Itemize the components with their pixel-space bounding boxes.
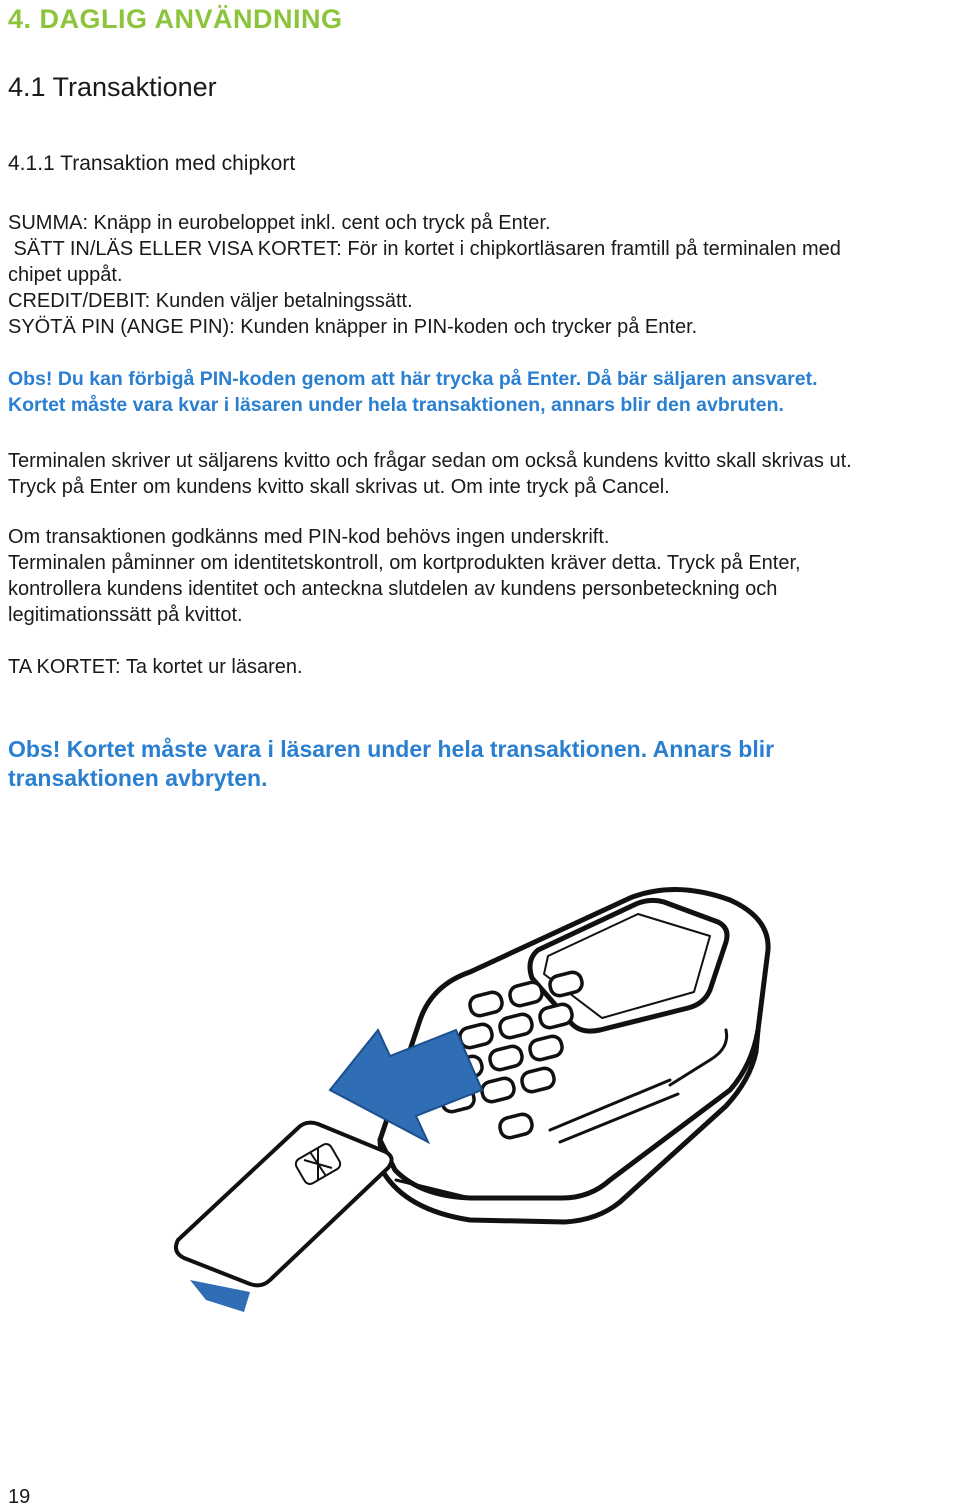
- page-number: 19: [8, 1486, 31, 1508]
- chapter-heading: 4. DAGLIG ANVÄNDNING: [8, 4, 343, 34]
- chip-card: [176, 1123, 392, 1312]
- note-line: Obs! Du kan förbigå PIN-koden genom att här trycka på Enter. Då bär säljaren ansvaret.: [8, 368, 818, 390]
- note-line: Kortet måste vara kvar i läsaren under hela transaktionen, annars blir den avbruten.: [8, 394, 784, 416]
- paragraph-line: Tryck på Enter om kundens kvitto skall skrivas ut. Om inte tryck på Cancel.: [8, 476, 670, 498]
- subsection-heading: 4.1.1 Transaktion med chipkort: [8, 152, 296, 175]
- paragraph-line: Om transaktionen godkänns med PIN-kod behövs ingen underskrift.: [8, 526, 610, 548]
- step-line: CREDIT/DEBIT: Kunden väljer betalningssätt.: [8, 290, 413, 312]
- paragraph-line: Terminalen skriver ut säljarens kvitto och frågar sedan om också kundens kvitto skall skrivas ut.: [8, 450, 852, 472]
- section-heading: 4.1 Transaktioner: [8, 72, 217, 102]
- step-line: SYÖTÄ PIN (ANGE PIN): Kunden knäpper in PIN-koden och trycker på Enter.: [8, 316, 698, 338]
- take-card-instruction: TA KORTET: Ta kortet ur läsaren.: [8, 656, 303, 678]
- paragraph-line: legitimationssätt på kvittot.: [8, 604, 243, 626]
- step-line: chipet uppåt.: [8, 264, 123, 286]
- terminal-illustration: [170, 880, 780, 1332]
- note-line: transaktionen avbryten.: [8, 765, 268, 791]
- step-line: SUMMA: Knäpp in eurobeloppet inkl. cent och tryck på Enter.: [8, 212, 551, 234]
- paragraph-line: kontrollera kundens identitet och anteckna slutdelen av kundens personbeteckning och: [8, 578, 778, 600]
- paragraph-line: Terminalen påminner om identitetskontroll, om kortprodukten kräver detta. Tryck på Enter,: [8, 552, 801, 574]
- note-line: Obs! Kortet måste vara i läsaren under hela transaktionen. Annars blir: [8, 736, 775, 762]
- step-line: SÄTT IN/LÄS ELLER VISA KORTET: För in kortet i chipkortläsaren framtill på terminalen med: [8, 238, 841, 260]
